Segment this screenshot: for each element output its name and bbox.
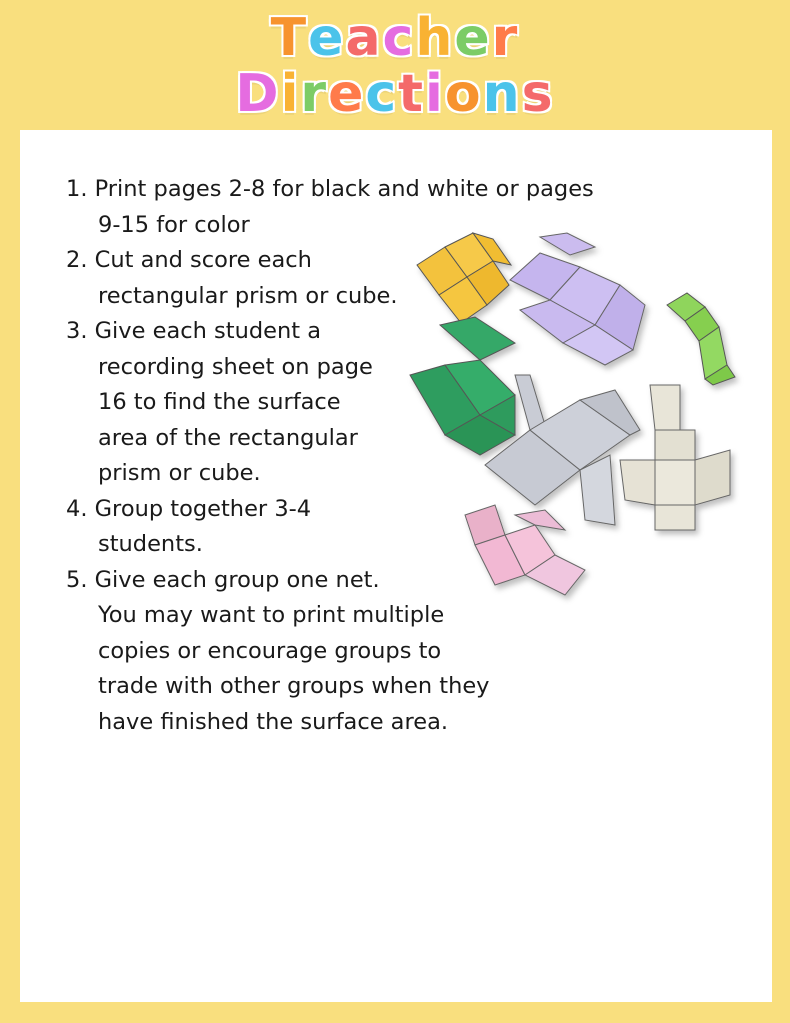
title-letter: c <box>365 64 399 124</box>
step-text: Give each student a <box>94 318 321 344</box>
direction-step <box>66 243 666 314</box>
title-letter: e <box>308 8 346 68</box>
title-letter: i <box>280 64 301 124</box>
directions-list <box>66 172 666 740</box>
title-letter: s <box>521 64 555 124</box>
step-number: 5. <box>66 566 95 593</box>
step-number: 4. <box>66 495 95 522</box>
step-continuation-line <box>66 385 666 421</box>
step-text: area of the rectangular <box>98 424 358 451</box>
title-letter: i <box>425 64 445 124</box>
direction-step <box>66 492 666 563</box>
step-text: have finished the surface area. <box>98 708 449 735</box>
step-first-line <box>66 314 666 350</box>
step-text: students. <box>98 531 203 557</box>
step-text: Group together 3-4 <box>94 495 312 522</box>
step-number: 3. <box>66 318 95 344</box>
direction-step <box>66 172 666 243</box>
step-text: copies or encourage groups to <box>98 637 442 664</box>
title-line-1 <box>0 8 790 72</box>
step-text: 16 to find the surface <box>98 389 341 415</box>
step-continuation-line <box>66 527 666 563</box>
step-first-line <box>66 172 666 208</box>
step-continuation-line <box>66 456 666 492</box>
title-letter: c <box>382 8 416 68</box>
title-directions <box>235 64 555 124</box>
title-line-2 <box>0 64 790 128</box>
step-continuation-line <box>66 279 666 315</box>
step-text: rectangular prism or cube. <box>98 282 398 309</box>
title-letter: h <box>415 8 455 68</box>
title-letter: r <box>300 64 329 124</box>
step-number: 1. <box>66 176 95 202</box>
step-continuation-line <box>66 208 666 244</box>
step-continuation-line <box>66 421 666 457</box>
title-letter: e <box>454 8 492 68</box>
title-letter: D <box>235 64 281 124</box>
step-first-line <box>66 243 666 279</box>
title-letter: T <box>270 8 309 68</box>
step-first-line <box>66 563 666 599</box>
title-letter: a <box>345 8 383 68</box>
title-letter: r <box>491 8 520 68</box>
direction-step <box>66 563 666 741</box>
title-letter: e <box>328 64 366 124</box>
step-continuation-line <box>66 669 666 705</box>
step-text: prism or cube. <box>98 460 261 486</box>
step-text: Give each group one net. <box>94 566 380 593</box>
title-letter: o <box>444 64 483 124</box>
step-text: Print pages 2-8 for black and white or pages <box>94 176 594 202</box>
direction-step <box>66 314 666 492</box>
step-text: trade with other groups when they <box>98 673 490 699</box>
light-green-net <box>667 293 735 385</box>
step-number: 2. <box>66 247 95 273</box>
step-continuation-line <box>66 634 666 670</box>
step-continuation-line <box>66 350 666 386</box>
step-text: recording sheet on page <box>98 353 373 380</box>
step-text: Cut and score each <box>94 247 312 273</box>
step-continuation-line <box>66 705 666 741</box>
title-teacher <box>270 8 520 68</box>
step-first-line <box>66 492 666 528</box>
step-text: 9-15 for color <box>98 211 250 238</box>
step-continuation-line <box>66 598 666 634</box>
title-letter: n <box>482 64 522 124</box>
step-text: You may want to print multiple <box>98 602 445 628</box>
title-letter: t <box>398 64 426 124</box>
